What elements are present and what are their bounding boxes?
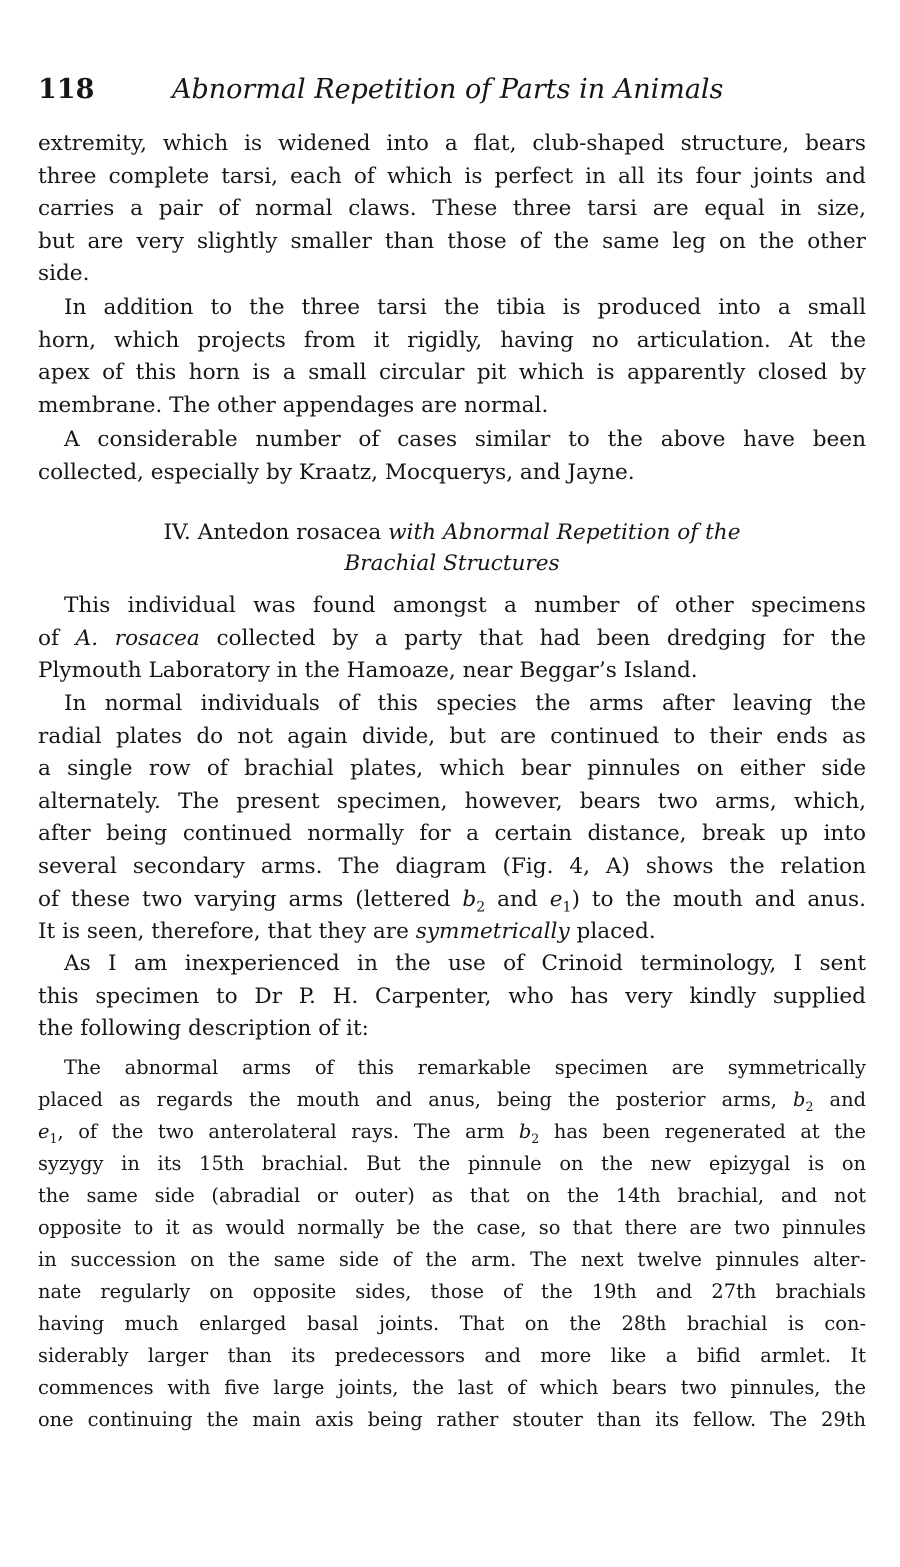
text-line: In normal individuals of this species the arms after leaving the xyxy=(64,691,866,716)
text-line: $e_1$, of the two anterolateral rays. The arm $b_2$ has been regenerated at the xyxy=(38,1120,866,1146)
text-line: one continuing the main axis being rather stouter than its fellow. The 29th xyxy=(38,1408,866,1431)
paragraph-tarsi xyxy=(38,128,866,291)
text-line: collected, especially by Kraatz, Mocquerys, and Jayne. xyxy=(38,459,635,485)
quoted-description xyxy=(38,1052,866,1436)
text-line: This individual was found amongst a number of other specimens xyxy=(64,593,866,618)
paragraph-cases xyxy=(38,424,866,489)
text-line: this specimen to Dr P. H. Carpenter, who has very kindly supplied xyxy=(38,983,866,1009)
text-line: carries a pair of normal claws. These three tarsi are equal in size, xyxy=(38,196,866,222)
section-genus: Antedon rosacea xyxy=(197,520,382,545)
text-line: after being continued normally for a certain distance, break up into xyxy=(38,821,866,847)
text-line: extremity, which is widened into a flat, club-shaped structure, bears xyxy=(38,131,866,156)
paragraph-carpenter xyxy=(38,948,866,1046)
text-line: having much enlarged basal joints. That on the 28th brachial is con- xyxy=(38,1312,866,1335)
text-line: the same side (abradial or outer) as that on the 14th brachial, and not xyxy=(38,1184,866,1207)
text-line: placed as regards the mouth and anus, being the posterior arms, $b_2$ and xyxy=(38,1088,866,1114)
page-number: 118 xyxy=(38,74,95,105)
section-heading xyxy=(38,517,866,579)
paragraph-normal-individuals xyxy=(38,688,866,949)
text-line: nate regularly on opposite sides, those of the 19th and 27th brachials xyxy=(38,1280,866,1303)
text-line: In addition to the three tarsi the tibia is produced into a small xyxy=(64,295,866,320)
text-line: A considerable number of cases similar to the above have been xyxy=(64,427,866,452)
text-line: of these two varying arms (lettered $b_2$ and $e_1$) to the mouth and anus. xyxy=(38,886,866,915)
section-heading-line-1 xyxy=(38,517,866,548)
text-line: three complete tarsi, each of which is perfect in all its four joints and xyxy=(38,163,866,189)
text-line: the following description of it: xyxy=(38,1016,369,1042)
text-line: alternately. The present specimen, however, bears two arms, which, xyxy=(38,788,866,814)
paragraph-horn xyxy=(38,292,866,422)
section-numeral: IV. xyxy=(163,520,191,545)
text-line: several secondary arms. The diagram (Fig. 4, A) shows the relation xyxy=(38,853,866,879)
paragraph-individual xyxy=(38,590,866,688)
text-line: The abnormal arms of this remarkable specimen are symmetrically xyxy=(64,1056,866,1079)
text-line: commences with five large joints, the last of which bears two pinnules, the xyxy=(38,1376,866,1399)
text-line: membrane. The other appendages are normal. xyxy=(38,392,549,418)
text-line: in succession on the same side of the arm. The next twelve pinnules alter- xyxy=(38,1248,866,1271)
text-line: It is seen, therefore, that they are symmetrically placed. xyxy=(38,919,656,945)
text-line: As I am inexperienced in the use of Crinoid terminology, I sent xyxy=(64,951,866,976)
section-title-part-1: with Abnormal Repetition of the xyxy=(388,520,741,545)
running-head xyxy=(38,70,868,110)
text-line: of A. rosacea collected by a party that had been dredging for the xyxy=(38,625,866,651)
text-line: radial plates do not again divide, but are continued to their ends as xyxy=(38,723,866,749)
text-line: opposite to it as would normally be the case, so that there are two pinnules xyxy=(38,1216,866,1239)
text-line: syzygy in its 15th brachial. But the pinnule on the new epizygal is on xyxy=(38,1152,866,1175)
section-title-part-2: Brachial Structures xyxy=(344,551,560,576)
text-line: horn, which projects from it rigidly, having no articulation. At the xyxy=(38,327,866,353)
text-line: siderably larger than its predecessors and more like a bifid armlet. It xyxy=(38,1344,866,1367)
text-line: Plymouth Laboratory in the Hamoaze, near Beggar’s Island. xyxy=(38,658,698,684)
text-line: but are very slightly smaller than those of the same leg on the other xyxy=(38,228,866,254)
running-title: Abnormal Repetition of Parts in Animals xyxy=(172,74,724,105)
text-line: side. xyxy=(38,261,90,287)
text-line: a single row of brachial plates, which bear pinnules on either side xyxy=(38,756,866,782)
species-name: A. rosacea xyxy=(75,625,200,651)
text-line: apex of this horn is a small circular pit which is apparently closed by xyxy=(38,360,866,386)
